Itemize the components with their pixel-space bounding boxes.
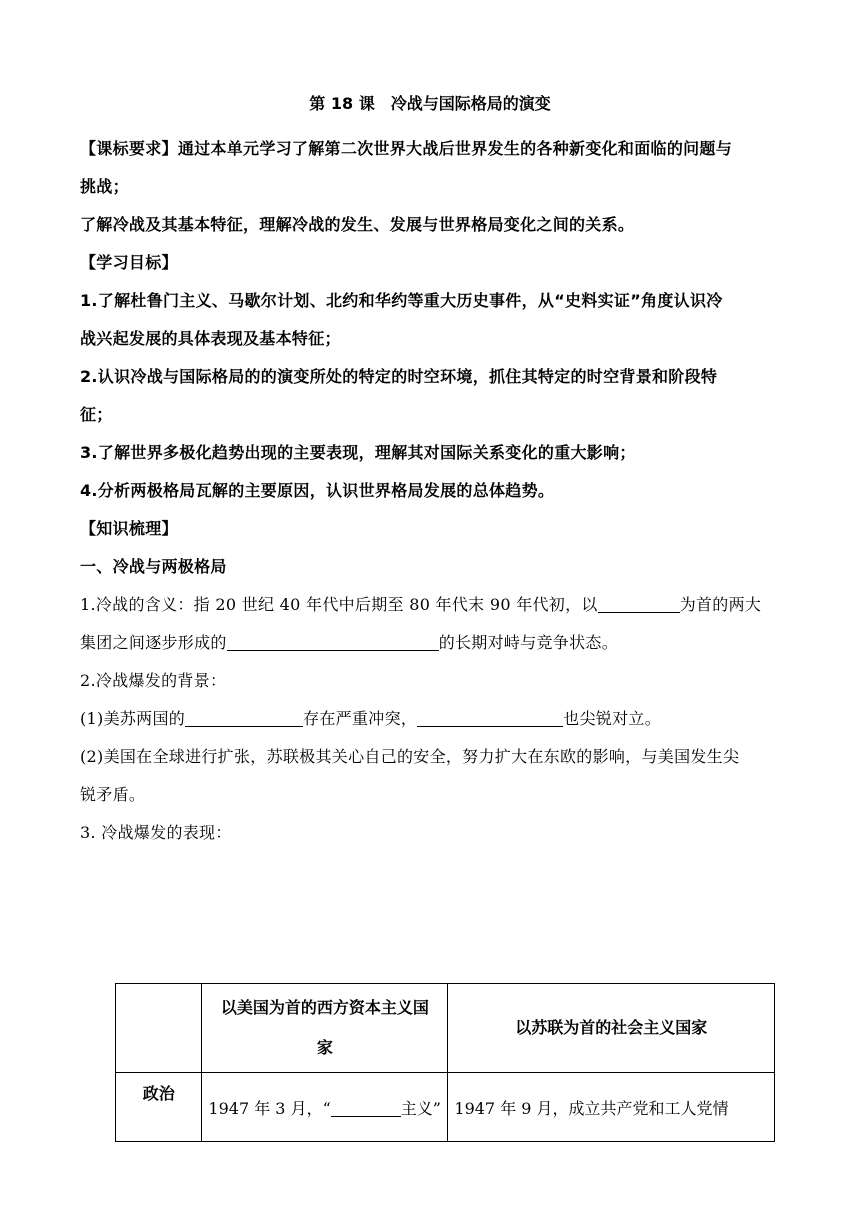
lesson-title: 第 18 课 冷战与国际格局的演变 bbox=[309, 94, 551, 113]
background-1-text-a: (1)美苏两国的 bbox=[80, 709, 186, 728]
header-west-line-1: 以美国为首的西方资本主义国 bbox=[220, 998, 429, 1017]
definition-text-c: 集团之间逐步形成的 bbox=[80, 633, 227, 652]
table-header-row bbox=[116, 984, 775, 1073]
objective-line-2: 战兴起发展的具体表现及基本特征； bbox=[80, 329, 341, 348]
table-row bbox=[116, 1073, 775, 1142]
header-east: 以苏联为首的社会主义国家 bbox=[448, 984, 775, 1073]
curriculum-line-1 bbox=[80, 130, 786, 168]
fill-blank-ideology[interactable] bbox=[417, 708, 563, 727]
document-body bbox=[80, 130, 786, 852]
objective-line-1: 1.了解杜鲁门主义、马歇尔计划、北约和华约等重大历史事件，从“史料实证”角度认识冷 bbox=[80, 291, 723, 310]
west-politics-text-a: 1947 年 3 月，“ bbox=[208, 1098, 331, 1118]
cell-east-politics: 1947 年 9 月，成立共产党和工人党情 bbox=[448, 1073, 775, 1142]
definition-line-2 bbox=[80, 624, 786, 662]
objective-line-4: 征； bbox=[80, 405, 113, 424]
definition-text-a: 1.冷战的含义：指 20 世纪 40 年代中后期至 80 年代末 90 年代初，以 bbox=[80, 595, 598, 614]
curriculum-line-3: 了解冷战及其基本特征，理解冷战的发生、发展与世界格局变化之间的关系。 bbox=[80, 215, 635, 234]
fill-blank-leaders[interactable] bbox=[598, 594, 680, 613]
background-item-2-line-2: 锐矛盾。 bbox=[80, 785, 146, 804]
cold-war-comparison-table bbox=[115, 983, 775, 1142]
definition-text-d: 的长期对峙与竞争状态。 bbox=[438, 633, 619, 652]
section-heading-cold-war: 一、冷战与两极格局 bbox=[80, 557, 227, 576]
curriculum-text-1: 通过本单元学习了解第二次世界大战后世界发生的各种新变化和面临的问题与 bbox=[177, 139, 733, 158]
table-corner-cell bbox=[116, 984, 202, 1073]
cell-west-politics bbox=[202, 1073, 448, 1142]
header-west bbox=[202, 984, 448, 1073]
header-west-line-2: 家 bbox=[316, 1038, 333, 1057]
curriculum-label: 【课标要求】 bbox=[80, 139, 178, 158]
row-label-politics: 政治 bbox=[116, 1073, 202, 1142]
definition-text-b: 为首的两大 bbox=[679, 595, 762, 614]
fill-blank-interests[interactable] bbox=[185, 708, 303, 727]
background-1-text-b: 存在严重冲突， bbox=[303, 709, 418, 728]
expression-title: 3. 冷战爆发的表现： bbox=[80, 823, 232, 842]
objectives-label: 【学习目标】 bbox=[80, 253, 178, 272]
background-item-1 bbox=[80, 700, 786, 738]
fill-blank-doctrine[interactable] bbox=[331, 1098, 401, 1117]
objective-line-6: 4.分析两极格局瓦解的主要原因，认识世界格局发展的总体趋势。 bbox=[80, 481, 555, 500]
objective-line-3: 2.认识冷战与国际格局的的演变所处的特定的时空环境，抓住其特定的时空背景和阶段特 bbox=[80, 367, 718, 386]
fill-blank-confrontation[interactable] bbox=[227, 632, 439, 651]
background-1-text-c: 也尖锐对立。 bbox=[563, 709, 661, 728]
background-item-2-line-1: (2)美国在全球进行扩张，苏联极其关心自己的安全，努力扩大在东欧的影响，与美国发生尖 bbox=[80, 747, 740, 766]
background-title: 2.冷战爆发的背景： bbox=[80, 671, 227, 690]
knowledge-label: 【知识梳理】 bbox=[80, 519, 178, 538]
curriculum-line-2: 挑战； bbox=[80, 177, 129, 196]
west-politics-text-b: 主义” bbox=[400, 1098, 441, 1118]
definition-line-1 bbox=[80, 586, 786, 624]
objective-line-5: 3.了解世界多极化趋势出现的主要表现，理解其对国际关系变化的重大影响； bbox=[80, 443, 636, 462]
